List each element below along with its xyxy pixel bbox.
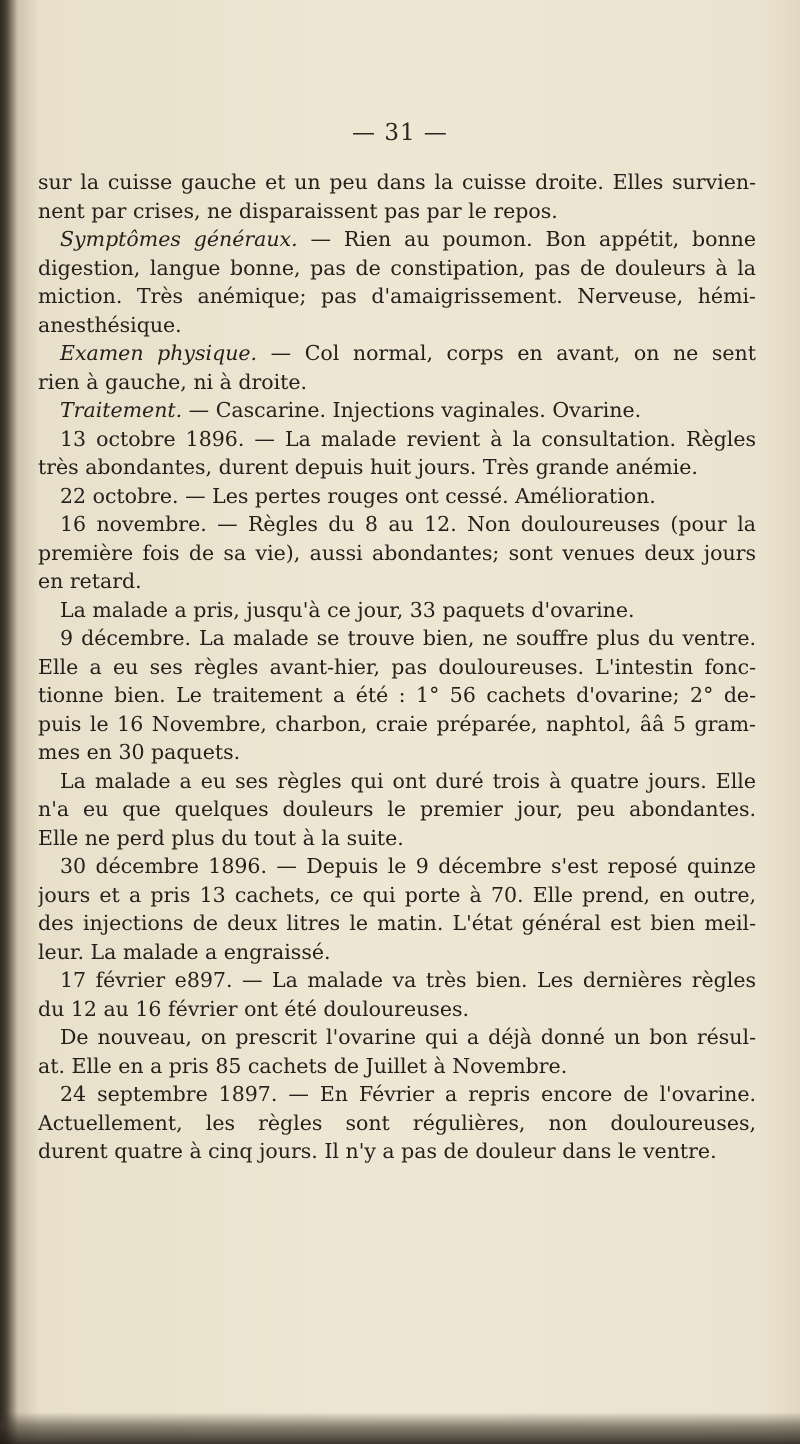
text-line: leur. La malade a engraissé. xyxy=(38,939,331,964)
text-line: 30 décembre 1896. — Depuis le 9 décembre s'est reposé quinze xyxy=(60,854,756,878)
text-line: 16 novembre. — Règles du 8 au 12. Non douloureuses (pour la xyxy=(60,512,756,536)
text-run: — Rien au poumon. Bon appétit, bonne xyxy=(297,227,756,251)
text-line: 22 octobre. — Les pertes rouges ont cessé. Amélioration. xyxy=(60,483,656,508)
page-number: — 31 — xyxy=(352,120,448,146)
text-run: — Col normal, corps en avant, on ne sent xyxy=(257,341,756,365)
text-line: miction. Très anémique; pas d'amaigrissement. Nerveuse, hémi- xyxy=(38,284,756,308)
text-line: puis le 16 Novembre, charbon, craie préparée, naphtol, ââ 5 gram- xyxy=(38,711,756,736)
text-line: digestion, langue bonne, pas de constipation, pas de douleurs à la xyxy=(38,255,756,280)
text-line: 13 octobre 1896. — La malade revient à la consultation. Règles xyxy=(60,426,756,451)
text-line: durent quatre à cinq jours. Il n'y a pas de douleur dans le ventre. xyxy=(38,1139,717,1163)
text-line: mes en 30 paquets. xyxy=(38,740,241,764)
text-line: première fois de sa vie), aussi abondantes; sont venues deux jours xyxy=(38,540,756,565)
paragraph-first-line xyxy=(38,396,756,425)
text-line: nent par crises, ne disparaissent pas par le repos. xyxy=(38,198,558,223)
body-text xyxy=(38,168,756,1166)
section-heading: Traitement. xyxy=(60,398,183,422)
text-line: anesthésique. xyxy=(38,312,182,337)
text-line: La malade a eu ses règles qui ont duré trois à quatre jours. Elle xyxy=(60,768,756,793)
paragraph-first-line xyxy=(38,225,756,254)
text-line: n'a eu que quelques douleurs le premier jour, peu abondantes. xyxy=(38,797,756,821)
text-line: 17 février e897. — La malade va très bien. Les dernières règles xyxy=(60,968,756,992)
text-line: rien à gauche, ni à droite. xyxy=(38,369,308,394)
text-line: De nouveau, on prescrit l'ovarine qui a déjà donné un bon résul- xyxy=(60,1025,756,1049)
section-heading: Symptômes généraux. xyxy=(60,227,298,251)
text-line: tionne bien. Le traitement a été : 1° 56 cachets d'ovarine; 2° de- xyxy=(38,683,756,707)
text-line: 24 septembre 1897. — En Février a repris encore de l'ovarine. xyxy=(60,1082,756,1106)
text-line: très abondantes, durent depuis huit jours. Très grande anémie. xyxy=(38,455,698,479)
text-line: sur la cuisse gauche et un peu dans la cuisse droite. Elles survien- xyxy=(38,170,756,194)
paragraph-first-line xyxy=(38,339,756,368)
text-line: en retard. xyxy=(38,569,142,593)
text-line: du 12 au 16 février ont été douloureuses. xyxy=(38,996,470,1021)
text-line: Actuellement, les règles sont régulières, non douloureuses, xyxy=(38,1110,756,1135)
text-line: Elle ne perd plus du tout à la suite. xyxy=(38,825,404,850)
text-line: Elle a eu ses règles avant-hier, pas douloureuses. L'intestin fonc- xyxy=(38,654,756,679)
section-heading: Examen physique. xyxy=(60,341,258,365)
text-line: des injections de deux litres le matin. L'état général est bien meil- xyxy=(38,911,756,935)
text-line: at. Elle en a pris 85 cachets de Juillet à Novembre. xyxy=(38,1053,568,1078)
text-line: jours et a pris 13 cachets, ce qui porte à 70. Elle prend, en outre, xyxy=(38,882,756,907)
text-line: 9 décembre. La malade se trouve bien, ne souffre plus du ventre. xyxy=(60,626,756,650)
text-run: — Cascarine. Injections vaginales. Ovarine. xyxy=(182,398,642,422)
page-bottom-shadow xyxy=(0,1412,800,1444)
text-line: La malade a pris, jusqu'à ce jour, 33 paquets d'ovarine. xyxy=(60,597,635,622)
